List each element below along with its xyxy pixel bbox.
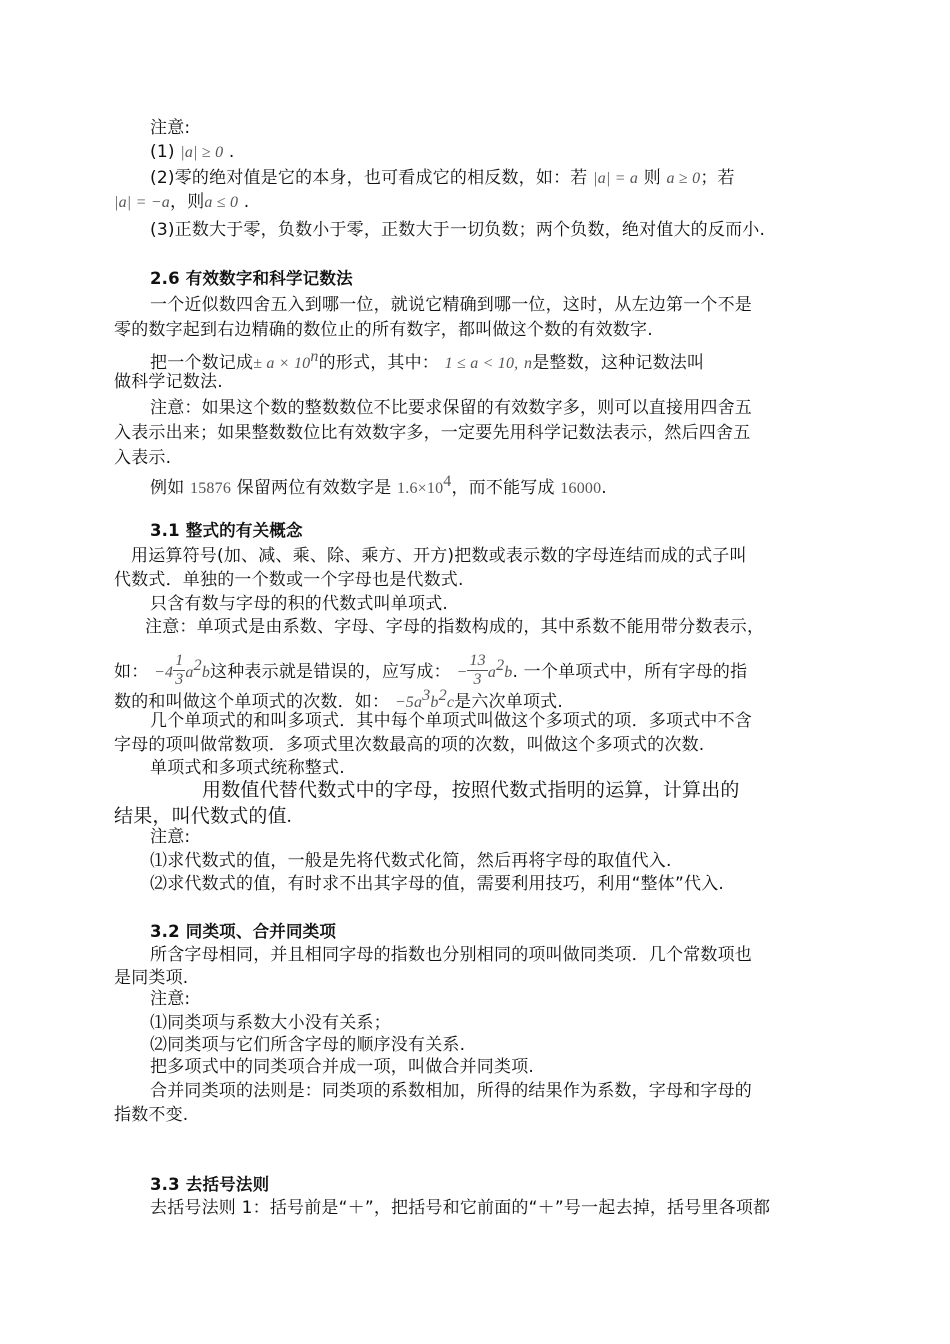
math-var: b	[430, 694, 439, 711]
text: 零的绝对值是它的本身，也可看成它的相反数，如：若	[174, 168, 588, 188]
paragraph: 结果，叫代数式的值.	[114, 806, 292, 827]
denominator: 3	[473, 670, 482, 688]
math-exponent: 2	[496, 657, 505, 674]
paragraph-sci-notation	[150, 346, 704, 375]
math-expr: ± a × 10	[253, 355, 311, 372]
denominator: 3	[175, 670, 184, 688]
text: ，则	[170, 192, 205, 212]
number: 1.6×10	[397, 480, 444, 497]
math-exponent: 3	[422, 687, 431, 704]
math-exponent: 2	[438, 687, 447, 704]
paragraph: 指数不变.	[114, 1105, 189, 1125]
item-number: (1)	[150, 142, 175, 162]
math-expr: |a| = a	[593, 170, 639, 187]
math-expr: 1 ≤ a < 10,	[444, 355, 519, 372]
text: 例如	[150, 478, 185, 498]
paragraph: 用运算符号(加、减、乘、除、乘方、开方)把数或表示数的字母连结而成的式子叫	[131, 546, 747, 566]
paragraph: 单项式和多项式统称整式.	[150, 758, 345, 778]
note-item-2-cont	[114, 191, 249, 214]
note-label: 注意:	[150, 989, 191, 1009]
period: .	[601, 478, 607, 498]
paragraph: 入表示出来；如果整数数位比有效数字多，一定要先用科学记数法表示，然后四舍五	[114, 423, 751, 443]
math-var: c	[446, 694, 455, 711]
paragraph: 入表示.	[114, 448, 172, 468]
note-item: ⑵求代数式的值，有时求不出其字母的值，需要利用技巧，利用“整体”代入.	[150, 874, 725, 894]
math-var: b	[201, 664, 211, 681]
paragraph: 做科学记数法.	[114, 372, 223, 392]
section-title-3-1: 3.1 整式的有关概念	[150, 521, 303, 540]
section-title-3-2: 3.2 同类项、合并同类项	[150, 922, 337, 941]
fraction	[467, 652, 487, 689]
number: 16000	[560, 480, 602, 497]
paragraph: 去括号法则 1：括号前是“＋”，把括号和它前面的“＋”号一起去掉，括号里各项都	[150, 1198, 771, 1218]
math-expr: n	[524, 355, 533, 372]
note-item: ⑴同类项与系数大小没有关系；	[150, 1013, 391, 1033]
text: 则	[643, 168, 661, 188]
paragraph: 所含字母相同，并且相同字母的指数也分别相同的项叫做同类项．几个常数项也	[150, 945, 752, 965]
text: . 一个单项式中，所有字母的指	[512, 662, 748, 682]
period: .	[228, 142, 235, 162]
math-exponent: 2	[193, 657, 202, 674]
math-var: a	[185, 664, 194, 681]
note-label: 注意:	[150, 827, 191, 847]
text: ；若	[700, 168, 735, 188]
paragraph: 用数值代替代数式中的字母，按照代数式指明的运算，计算出的	[202, 780, 740, 801]
note-item: ⑴求代数式的值，一般是先将代数式化简，然后再将字母的取值代入.	[150, 851, 672, 871]
section-title-3-3: 3.3 去括号法则	[150, 1175, 270, 1194]
item-number: (2)	[150, 168, 175, 188]
paragraph: 字母的项叫做常数项．多项式里次数最高的项的次数，叫做这个多项式的次数.	[114, 735, 705, 755]
item-number: (3)	[150, 220, 175, 240]
paragraph: 几个单项式的和叫多项式．其中每个单项式叫做这个多项式的项．多项式中不含	[150, 711, 752, 731]
math-exponent: 4	[443, 473, 452, 490]
math-var: a	[487, 664, 497, 681]
math-exponent: n	[310, 348, 319, 365]
section-title-2-6: 2.6 有效数字和科学记数法	[150, 269, 353, 288]
paragraph: 把多项式中的同类项合并成一项，叫做合并同类项.	[150, 1057, 535, 1077]
math-expr: |a| ≥ 0	[180, 144, 224, 161]
paragraph: 零的数字起到右边精确的数位止的所有数字，都叫做这个数的有效数字.	[114, 320, 653, 340]
note-item: ⑵同类项与它们所含字母的顺序没有关系.	[150, 1035, 466, 1055]
paragraph: 注意：单项式是由系数、字母、字母的指数构成的，其中系数不能用带分数表示，	[145, 617, 765, 637]
math-var: b	[504, 664, 513, 681]
math-expr: −5a	[394, 694, 423, 711]
text: 如：	[114, 662, 149, 682]
text: ，而不能写成	[451, 478, 555, 498]
text: 把一个数记成	[150, 353, 254, 373]
numerator: 13	[469, 651, 486, 669]
math-expr: a ≤ 0	[204, 194, 239, 211]
note-label: 注意:	[150, 118, 191, 138]
math-expr: −4	[154, 664, 174, 681]
paragraph: 是同类项.	[114, 968, 189, 988]
text: 正数大于零，负数小于零，正数大于一切负数；两个负数，绝对值大的反而小.	[174, 220, 766, 240]
period: .	[243, 192, 250, 212]
paragraph: 只含有数与字母的积的代数式叫单项式.	[150, 594, 449, 614]
paragraph: 一个近似数四舍五入到哪一位，就说它精确到哪一位，这时，从左边第一个不是	[150, 295, 752, 315]
text: 数的和叫做这个单项式的次数．如：	[114, 692, 390, 712]
fraction	[173, 652, 185, 689]
note-item-3	[150, 219, 765, 241]
paragraph: 合并同类项的法则是：同类项的系数相加，所得的结果作为系数，字母和字母的	[150, 1081, 752, 1101]
numerator: 1	[175, 651, 184, 669]
text: 的形式，其中：	[318, 353, 439, 373]
text: 这种表示就是错误的，应写成：	[210, 662, 451, 682]
text: 保留两位有效数字是	[236, 478, 392, 498]
note-item-1	[150, 141, 235, 164]
paragraph-example	[150, 471, 607, 500]
note-item-2	[150, 167, 735, 190]
math-expr: a ≥ 0	[666, 170, 701, 187]
math-expr: −	[456, 664, 468, 681]
paragraph: 注意：如果这个数的整数数位不比要求保留的有效数字多，则可以直接用四舍五	[150, 398, 752, 418]
paragraph: 代数式．单独的一个数或一个字母也是代数式.	[114, 570, 464, 590]
text: 是六次单项式.	[454, 692, 563, 712]
math-expr: |a| = −a	[114, 194, 170, 211]
number: 15876	[190, 480, 232, 497]
text: 是整数，这种记数法叫	[532, 353, 705, 373]
